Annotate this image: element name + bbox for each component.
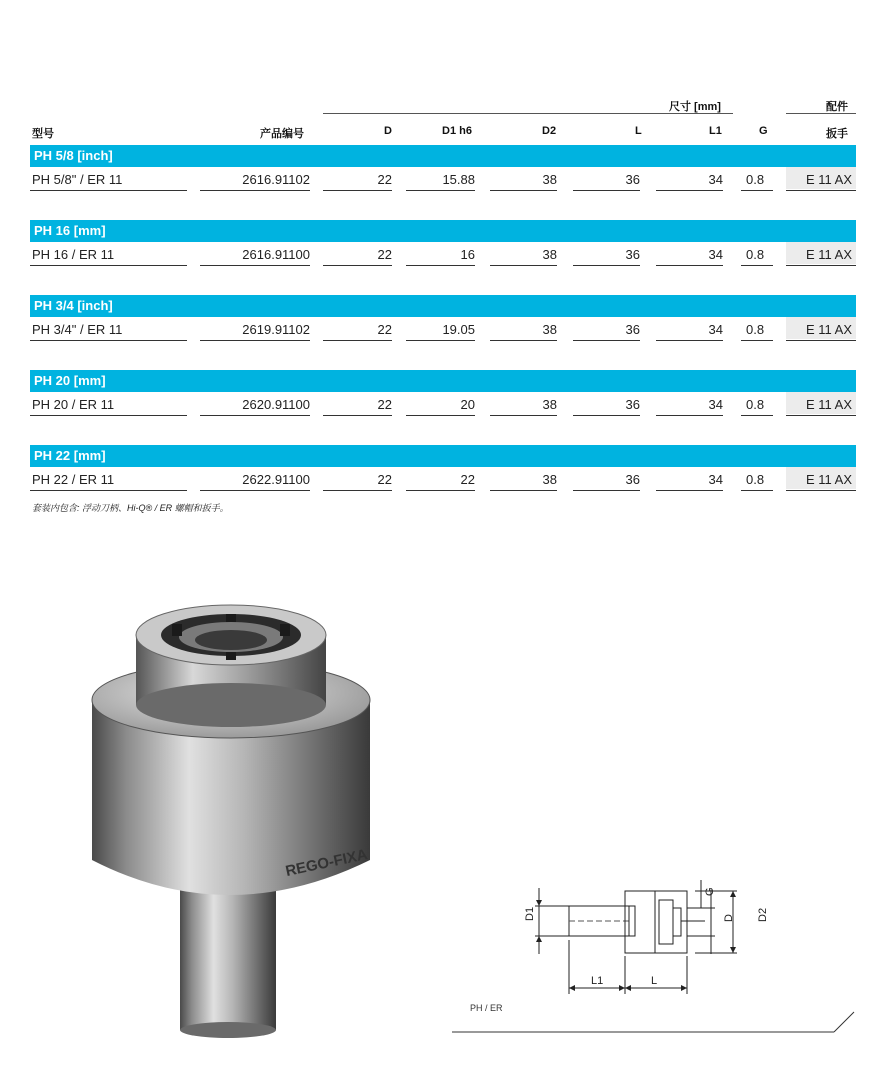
row-underline — [323, 340, 392, 341]
cell-wrench: E 11 AX — [805, 172, 852, 187]
cell-d2: 38 — [542, 247, 557, 262]
cell-part-no: 2616.91100 — [242, 247, 310, 262]
accessory-header: 配件 — [826, 101, 848, 113]
row-underline — [30, 340, 187, 341]
dim-label-d: D — [723, 914, 735, 922]
cell-l1: 34 — [708, 172, 723, 187]
row-underline — [30, 190, 187, 191]
row-underline — [741, 265, 773, 266]
row-underline — [200, 490, 310, 491]
row-underline — [406, 190, 475, 191]
row-underline — [30, 490, 187, 491]
row-underline — [200, 415, 310, 416]
cell-g: 0.8 — [746, 322, 765, 337]
cell-wrench: E 11 AX — [805, 472, 852, 487]
cell-d2: 38 — [542, 397, 557, 412]
row-underline — [573, 265, 640, 266]
dim-label-l1: L1 — [591, 975, 604, 987]
cell-model: PH 22 / ER 11 — [32, 472, 115, 487]
cell-d1: 16 — [460, 247, 475, 262]
shank-end — [180, 1022, 276, 1038]
row-underline — [573, 190, 640, 191]
row-underline — [656, 415, 723, 416]
cell-g: 0.8 — [746, 247, 765, 262]
group-title: PH 16 [mm] — [34, 223, 106, 238]
row-underline — [741, 190, 773, 191]
row-underline — [30, 415, 187, 416]
cell-d1: 20 — [460, 397, 475, 412]
cell-wrench: E 11 AX — [805, 247, 852, 262]
col-header-l: L — [635, 125, 642, 137]
row-underline — [406, 490, 475, 491]
row-underline — [656, 190, 723, 191]
dim-label-d1: D1 — [524, 906, 536, 921]
group-title: PH 22 [mm] — [34, 448, 106, 463]
row-underline — [406, 265, 475, 266]
row-underline — [490, 490, 557, 491]
cell-g: 0.8 — [746, 172, 765, 187]
col-header-d2: D2 — [542, 125, 557, 137]
cell-d1: 15.88 — [442, 172, 475, 187]
cell-l1: 34 — [708, 397, 723, 412]
dimensions-header: 尺寸 [mm] — [669, 101, 721, 113]
row-underline — [786, 415, 856, 416]
row-underline — [323, 265, 392, 266]
row-underline — [786, 265, 856, 266]
cell-d2: 38 — [542, 172, 557, 187]
accessory-header-rule — [786, 113, 856, 114]
row-underline — [786, 190, 856, 191]
cell-l1: 34 — [708, 322, 723, 337]
cell-wrench: E 11 AX — [805, 322, 852, 337]
cell-d: 22 — [377, 247, 392, 262]
group-header-bar — [30, 145, 856, 167]
cell-d2: 38 — [542, 322, 557, 337]
row-underline — [741, 340, 773, 341]
row-underline — [656, 265, 723, 266]
row-underline — [490, 340, 557, 341]
cell-part-no: 2620.91100 — [242, 397, 310, 412]
cell-l: 36 — [625, 397, 640, 412]
cell-model: PH 3/4" / ER 11 — [32, 322, 123, 337]
row-underline — [656, 340, 723, 341]
cell-l1: 34 — [708, 472, 723, 487]
row-underline — [573, 340, 640, 341]
cell-d: 22 — [377, 322, 392, 337]
col-header-d1: D1 h6 — [442, 125, 472, 137]
group-title: PH 20 [mm] — [34, 373, 106, 388]
cell-l: 36 — [625, 322, 640, 337]
row-underline — [323, 415, 392, 416]
row-underline — [406, 415, 475, 416]
cell-l: 36 — [625, 247, 640, 262]
row-underline — [323, 190, 392, 191]
cell-d1: 22 — [460, 472, 475, 487]
dim-label-l: L — [651, 975, 658, 987]
brand-engraving: REGO-FIXA — [283, 846, 370, 881]
cell-part-no: 2616.91102 — [242, 172, 310, 187]
row-underline — [741, 490, 773, 491]
dimensions-header-rule — [323, 113, 733, 114]
group-title: PH 5/8 [inch] — [34, 148, 113, 163]
technical-drawing — [505, 870, 795, 1000]
row-underline — [406, 340, 475, 341]
row-underline — [30, 265, 187, 266]
cell-l1: 34 — [708, 247, 723, 262]
group-header-bar — [30, 445, 856, 467]
cell-d1: 19.05 — [442, 322, 475, 337]
cell-model: PH 5/8" / ER 11 — [32, 172, 123, 187]
col-header-part-no: 产品编号 — [260, 128, 304, 140]
row-underline — [573, 490, 640, 491]
product-photo — [80, 580, 380, 1040]
cell-l: 36 — [625, 472, 640, 487]
col-header-model: 型号 — [32, 128, 54, 140]
cell-wrench: E 11 AX — [805, 397, 852, 412]
row-underline — [741, 415, 773, 416]
cell-g: 0.8 — [746, 397, 765, 412]
drawing-baseline — [452, 1010, 862, 1034]
cell-d: 22 — [377, 172, 392, 187]
cell-d2: 38 — [542, 472, 557, 487]
col-header-g: G — [759, 125, 768, 137]
row-underline — [573, 415, 640, 416]
group-header-bar — [30, 295, 856, 317]
row-underline — [490, 415, 557, 416]
cell-model: PH 16 / ER 11 — [32, 247, 115, 262]
row-underline — [490, 265, 557, 266]
row-underline — [200, 265, 310, 266]
cell-l: 36 — [625, 172, 640, 187]
shank — [180, 880, 276, 1030]
group-header-bar — [30, 220, 856, 242]
dim-label-g: G — [704, 887, 716, 896]
cell-part-no: 2622.91100 — [242, 472, 310, 487]
col-header-wrench: 扳手 — [826, 128, 848, 140]
group-header-bar — [30, 370, 856, 392]
cell-d: 22 — [377, 397, 392, 412]
row-underline — [786, 340, 856, 341]
group-title: PH 3/4 [inch] — [34, 298, 113, 313]
col-header-l1: L1 — [709, 125, 722, 137]
cell-part-no: 2619.91102 — [242, 322, 310, 337]
cell-d: 22 — [377, 472, 392, 487]
dim-label-d2: D2 — [757, 907, 769, 922]
cell-model: PH 20 / ER 11 — [32, 397, 115, 412]
row-underline — [490, 190, 557, 191]
drawing-caption: PH / ER — [470, 1003, 503, 1013]
col-header-d: D — [384, 125, 392, 137]
package-contents-note: 套装内包含: 浮动刀柄、Hi-Q® / ER 螺帽和扳手。 — [32, 503, 229, 513]
row-underline — [786, 490, 856, 491]
cell-g: 0.8 — [746, 472, 765, 487]
row-underline — [323, 490, 392, 491]
row-underline — [200, 340, 310, 341]
row-underline — [656, 490, 723, 491]
row-underline — [200, 190, 310, 191]
drawing-body — [625, 891, 687, 953]
